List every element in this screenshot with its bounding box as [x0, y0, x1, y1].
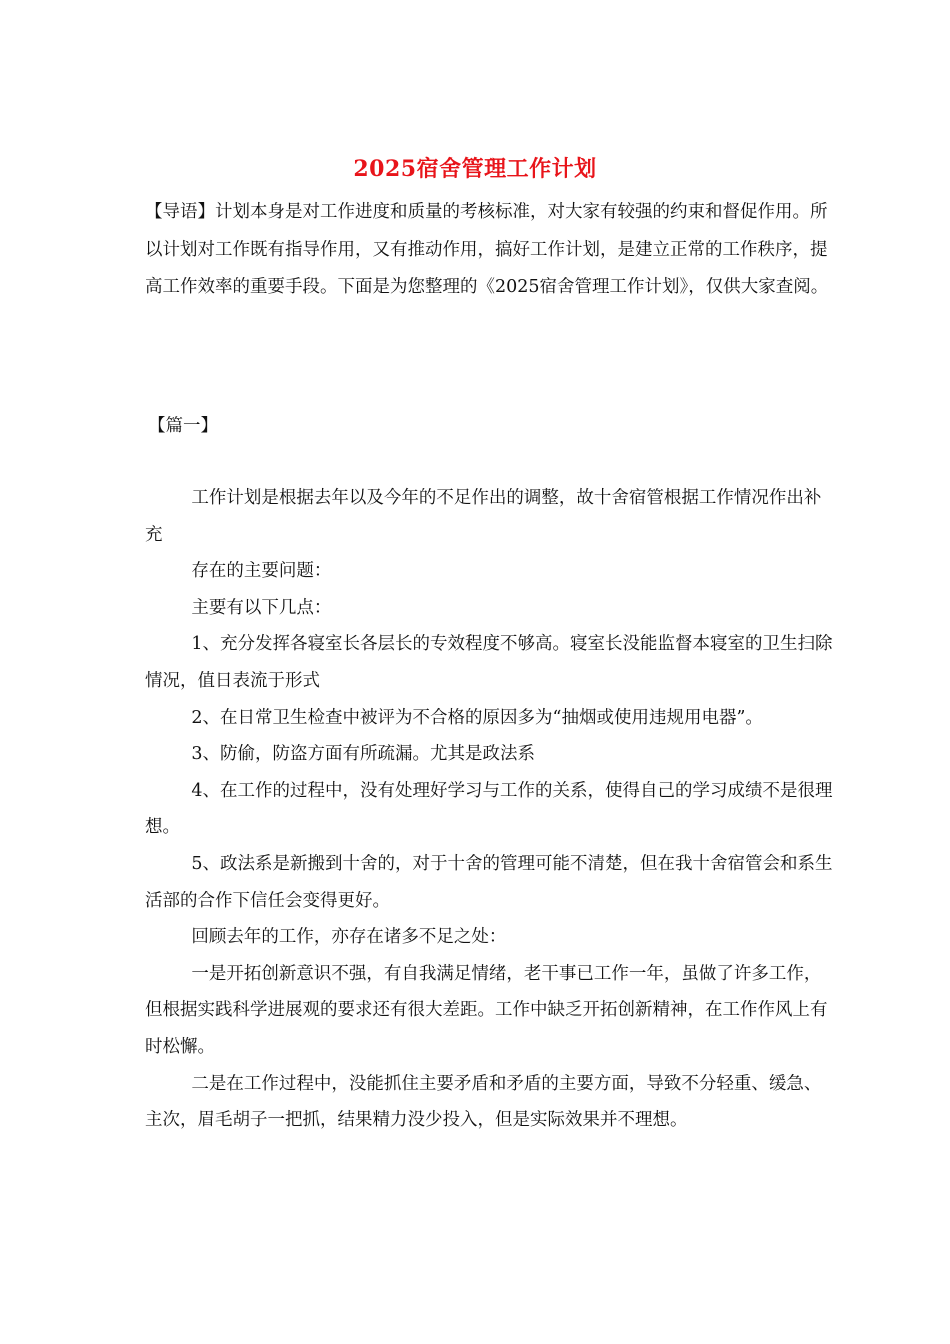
section-heading: 【篇一】	[148, 416, 218, 436]
body-paragraph: 回顾去年的工作，亦存在诸多不足之处：	[191, 927, 507, 948]
document-title: 2025宿舍管理工作计划	[353, 156, 597, 182]
body-paragraph: 主要有以下几点：	[191, 597, 332, 618]
document-body	[145, 480, 835, 1139]
body-paragraph: 一是开拓创新意识不强，有自我满足情绪，老干事已工作一年，虽做了许多工作，但根据实践科学进展观的要求还有很大差距。工作中缺乏开拓创新精神，在工作作风上有时松懈。	[145, 963, 828, 1057]
body-paragraph: 3、防偷，防盗方面有所疏漏。尤其是政法系	[191, 744, 536, 765]
body-paragraph: 存在的主要问题：	[191, 561, 332, 582]
body-paragraph: 二是在工作过程中，没能抓住主要矛盾和矛盾的主要方面，导致不分轻重、缓急、主次，眉毛胡子一把抓，结果精力没少投入，但是实际效果并不理想。	[145, 1073, 822, 1131]
body-paragraph: 1、充分发挥各寝室长各层长的专效程度不够高。寝室长没能监督本寝室的卫生扫除情况，值日表流于形式	[145, 634, 833, 691]
body-paragraph: 2、在日常卫生检查中被评为不合格的原因多为“抽烟或使用违规用电器”。	[191, 707, 763, 728]
intro-paragraph: 【导语】计划本身是对工作进度和质量的考核标准，对大家有较强的约束和督促作用。所以计划对工作既有指导作用，又有推动作用，搞好工作计划，是建立正常的工作秩序，提高工作效率的重要手段。下面是为您整理的《2025宿舍管理工作计划》，仅供大家查阅。	[145, 202, 829, 297]
body-paragraph: 5、政法系是新搬到十舍的，对于十舍的管理可能不清楚，但在我十舍宿管会和系生活部的合作下信任会变得更好。	[145, 853, 833, 911]
body-paragraph: 4、在工作的过程中，没有处理好学习与工作的关系，使得自己的学习成绩不是很理想。	[145, 780, 833, 838]
body-paragraph: 工作计划是根据去年以及今年的不足作出的调整，故十舍宿管根据工作情况作出补充	[145, 488, 822, 545]
